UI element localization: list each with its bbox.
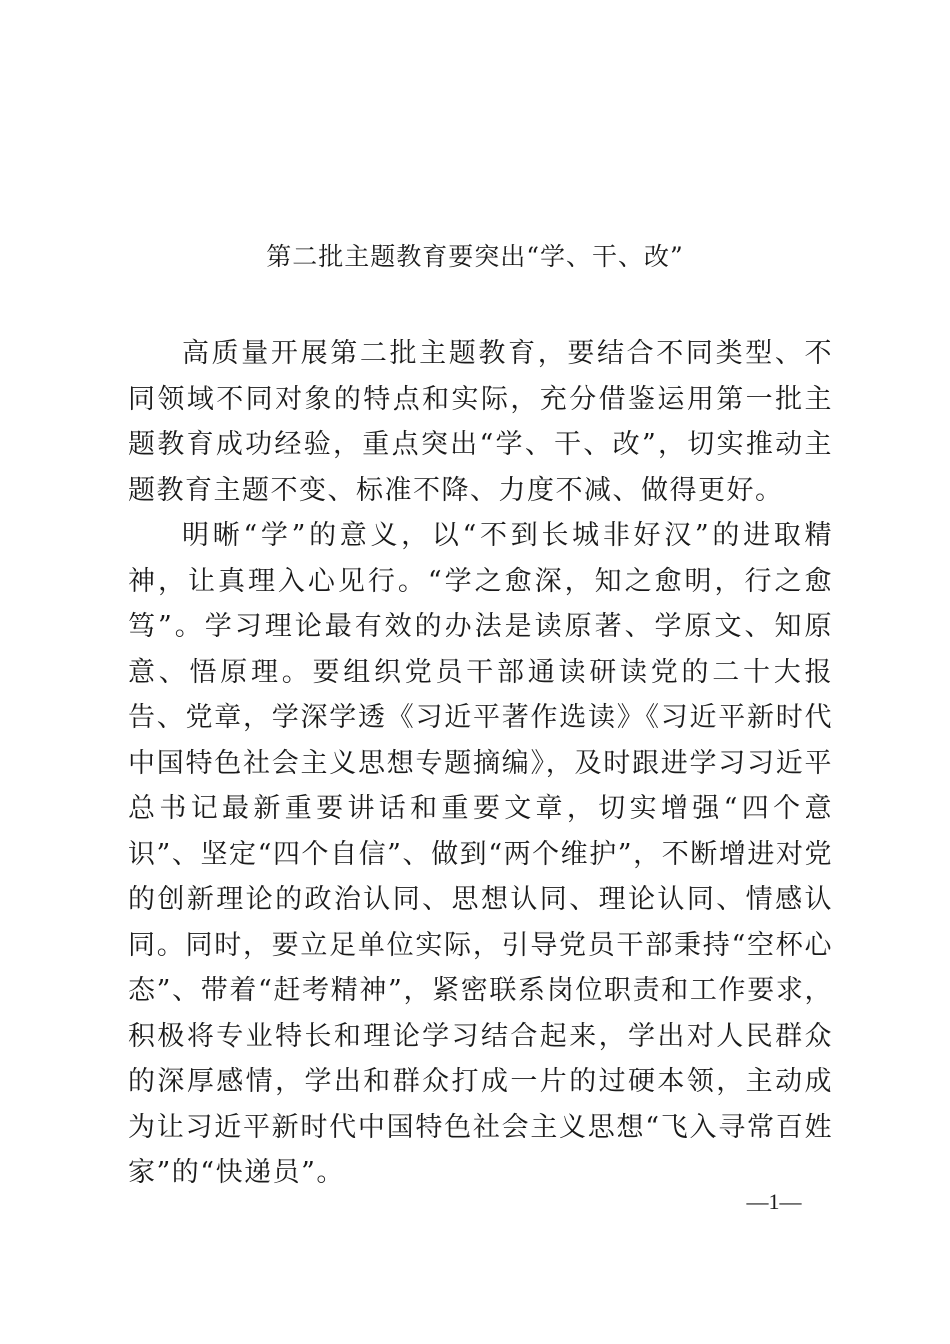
paragraph: 高质量开展第二批主题教育，要结合不同类型、不同领域不同对象的特点和实际，充分借鉴运用第一批主题教育成功经验，重点突出“学、干、改”，切实推动主题教育主题不变、标准不降、力度不减、做得更好。 [128,338,833,506]
page-number: —1— [746,1189,802,1214]
paragraph: 明晰“学”的意义，以“不到长城非好汉”的进取精神，让真理入心见行。“学之愈深，知之愈明，行之愈笃”。学习理论最有效的办法是读原著、学原文、知原意、悟原理。要组织党员干部通读研读党的二十大报告、党章，学深学透《习近平著作选读》《习近平新时代中国特色社会主义思想专题摘编》，及时跟进学习习近平总书记最新重要讲话和重要文章，切实增强“四个意识”、坚定“四个自信”、做到“两个维护”，不断增进对党的创新理论的政治认同、思想认同、理论认同、情感认同。同时，要立足单位实际，引导党员干部秉持“空杯心态”、带着“赶考精神”，紧密联系岗位职责和工作要求，积极将专业特长和理论学习结合起来，学出对人民群众的深厚感情，学出和群众打成一片的过硬本领，主动成为让习近平新时代中国特色社会主义思想“飞入寻常百姓家”的“快递员”。 [128,520,833,1188]
document-body [128,331,833,1196]
document-title: 第二批主题教育要突出“学、干、改” [266,242,684,271]
